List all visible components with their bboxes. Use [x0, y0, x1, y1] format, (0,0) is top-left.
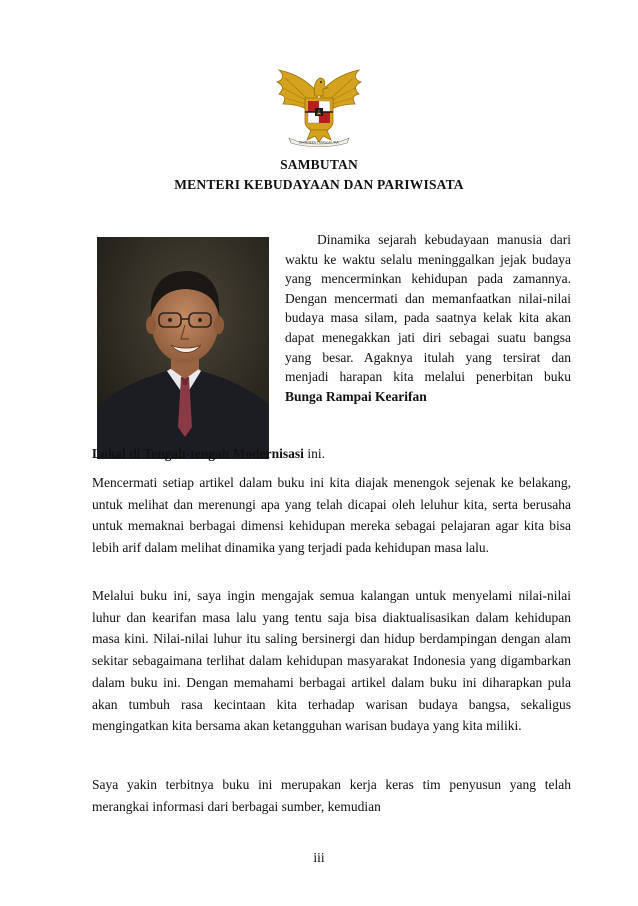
intro-paragraph-continued — [92, 444, 571, 464]
body-paragraph: Melalui buku ini, saya ingin mengajak semua kalangan untuk menyelami nilai-nilai luhur dan kearifan masa lalu yang tentu saja bisa diaktualisasikan dalam kehidupan masa kini. Nilai-nilai luhur itu saling bersinergi dan hidup berdampingan dengan alam sekitar sebagaimana terlihat dalam kehidupan masyarakat Indonesia yang digambarkan dalam buku ini. Dengan memahami berbagai artikel dalam buku ini diharapkan pula akan tumbuh rasa kecintaan kita terhadap warisan budaya bangsa, sekaligus mengingatkan kita bersama akan ketangguhan warisan budaya yang kita miliki. — [92, 588, 571, 734]
garuda-emblem-icon — [271, 64, 367, 148]
body-paragraph: Saya yakin terbitnya buku ini merupakan kerja keras tim penyusun yang telah merangkai informasi dari berbagai sumber, kemudian — [92, 777, 571, 814]
intro-tail-text: ini. — [307, 446, 325, 461]
book-title-part1: Bunga Rampai Kearifan — [285, 388, 427, 404]
emblem-motto: BHINNEKA TUNGGAL IKA — [299, 140, 339, 145]
intro-text: Dinamika sejarah kebudayaan manusia dari waktu ke waktu selalu meninggalkan jejak budaya yang mencerminkan kehidupan pada zamannya. Dengan mencermati dan memanfaatkan nilai-nilai budaya masa silam, pada saatnya kelak kita akan dapat menegakkan jati diri sebagai suatu bangsa yang besar. Agaknya itulah yang tersirat dan menjadi harapan kita melalui penerbitan buku — [285, 232, 571, 385]
page-number: iii — [313, 850, 325, 865]
page-subtitle: MENTERI KEBUDAYAAN DAN PARIWISATA — [174, 177, 464, 192]
body-paragraph: Mencermati setiap artikel dalam buku ini kita diajak menengok sejenak ke belakang, untuk melihat dan merenungi apa yang telah dicapai oleh leluhur kita, serta berusaha untuk memaknai berbagai dimensi kehidupan mereka sebagai pelajaran agar kita bisa lebih arif dalam melihat dinamika yang terjadi pada kehidupan masa lalu. — [92, 475, 571, 556]
minister-portrait-photo — [97, 237, 269, 459]
intro-paragraph — [285, 230, 571, 406]
page-title: SAMBUTAN — [280, 157, 358, 172]
book-title-part2: Lokal di Tengah-tengah Modernisasi — [92, 446, 304, 461]
